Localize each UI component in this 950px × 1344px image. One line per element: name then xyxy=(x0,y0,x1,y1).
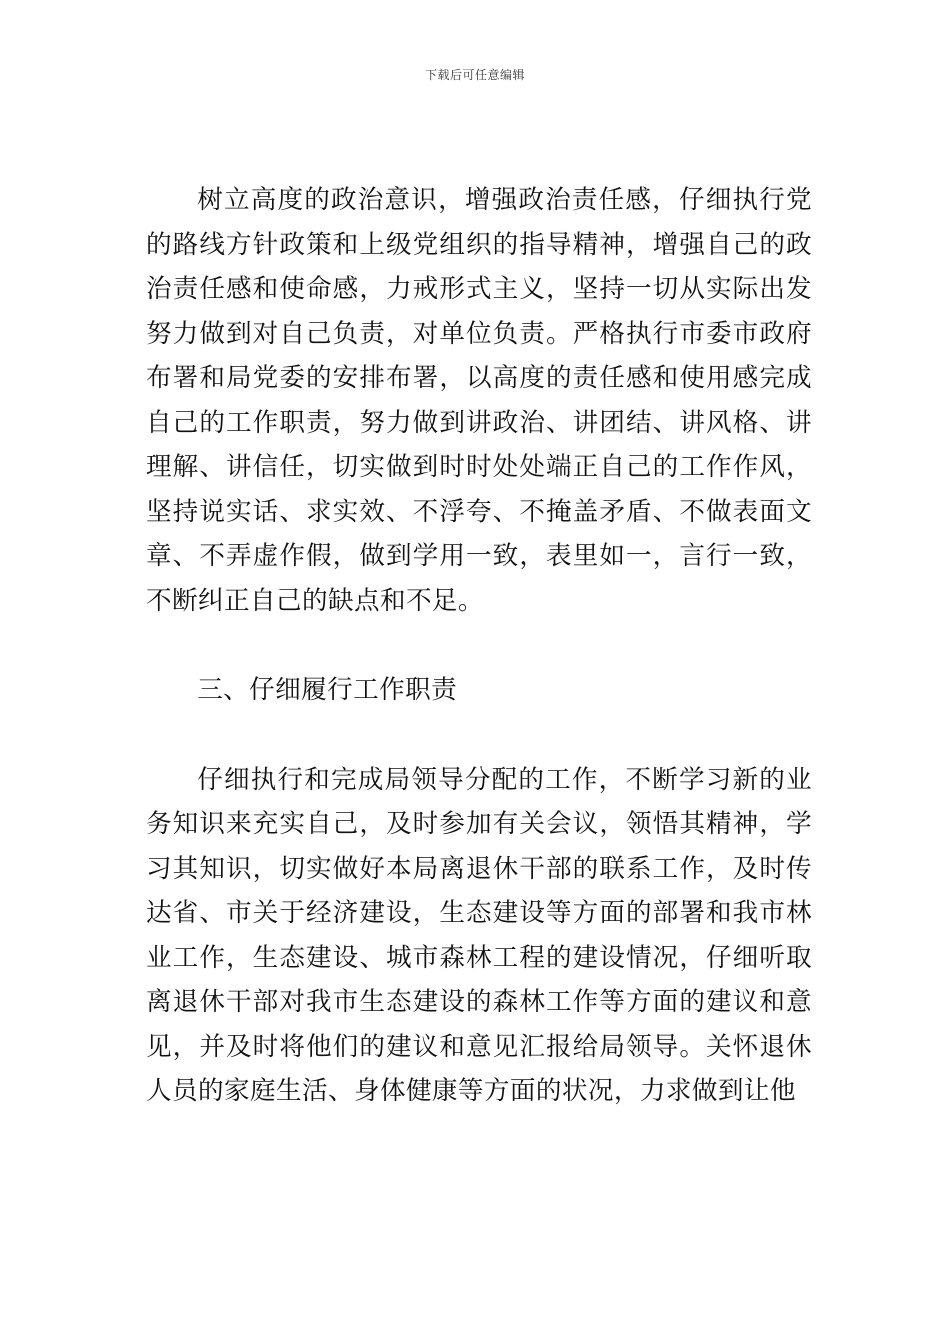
page-header-note: 下载后可任意编辑 xyxy=(424,68,525,82)
document-body xyxy=(146,178,812,1114)
section-heading: 三、仔细履行工作职责 xyxy=(197,675,458,705)
paragraph-work-duties: 仔细执行和完成局领导分配的工作，不断学习新的业务知识来充实自己，及时参加有关会议，领悟其精神，学习其知识，切实做好本局离退休干部的联系工作，及时传达省、市关于经济建设，生态建设等方面的部署和我市林业工作，生态建设、城市森林工程的建设情况，仔细听取离退休干部对我市生态建设的森林工作等方面的建议和意见，并及时将他们的建议和意见汇报给局领导。关怀退休人员的家庭生活、身体健康等方面的状况，力求做到让他 xyxy=(146,764,812,1106)
paragraph-political-awareness: 树立高度的政治意识，增强政治责任感，仔细执行党的路线方针政策和上级党组织的指导精神，增强自己的政治责任感和使命感，力戒形式主义，坚持一切从实际出发努力做到对自己负责，对单位负责。严格执行市委市政府布署和局党委的安排布署，以高度的责任感和使用感完成自己的工作职责，努力做到讲政治、讲团结、讲风格、讲理解、讲信任，切实做到时时处处端正自己的工作作风，坚持说实话、求实效、不浮夸、不掩盖矛盾、不做表面文章、不弄虚作假，做到学用一致，表里如一，言行一致，不断纠正自己的缺点和不足。 xyxy=(146,185,812,616)
